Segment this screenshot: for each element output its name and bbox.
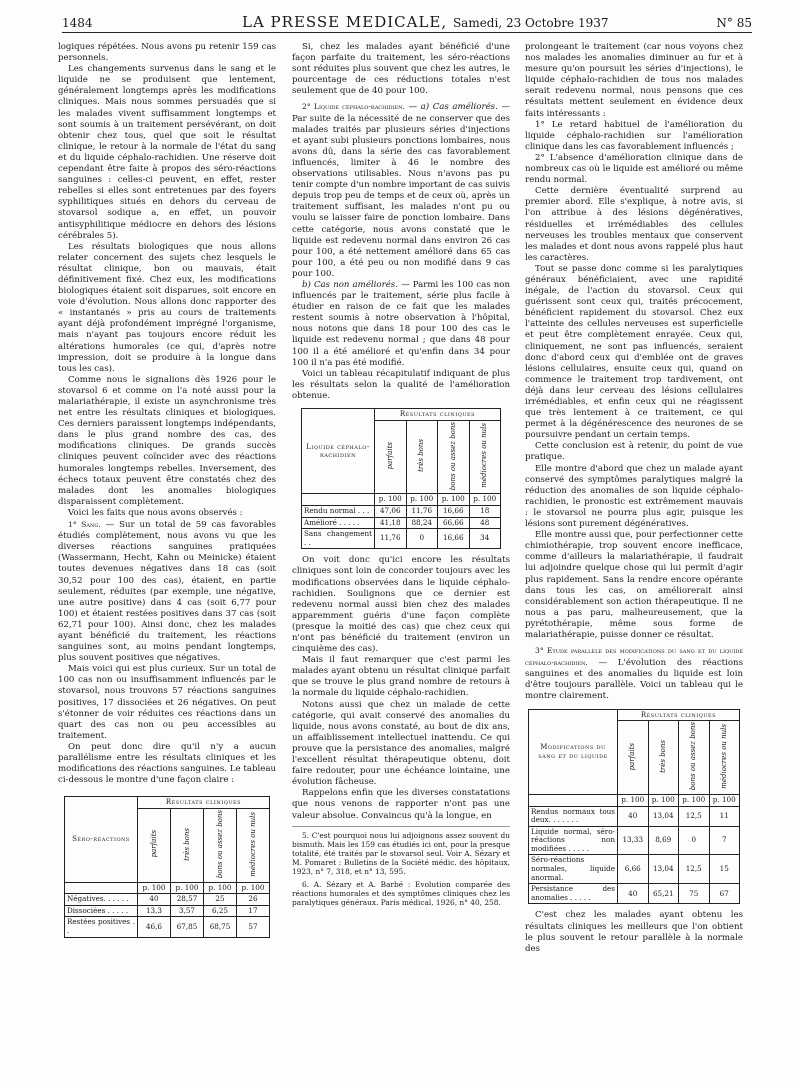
table-cell: 67,85 — [171, 917, 204, 937]
paragraph: On voit donc qu'ici encore les résultats cliniques sont loin de concorder toujours avec les modifications observées dans le liquide céphalo-rachidien. Soulignons que ce dernier est redevenu normal aussi bien chez des malades apparemment guéris d'une façon complète (presque la moitié des cas) que chez ceux qui n'ont pas bénéficié du traitement (environ un cinquième des cas). — [292, 555, 510, 655]
table-unit: p. 100 — [204, 882, 237, 894]
table-row — [302, 517, 501, 529]
paragraph: prolongeant le traitement (car nous voyons chez nos malades les anomalies diminuer au fur et à mesure qu'on poursuit les séries d'injections), le liquide céphalo-rachidien de tous nos malades serait redevenu normal, nous pensons que ces résultats mettent seulement en évidence deux faits intéressants : — [525, 42, 743, 119]
paragraph: Cette conclusion est à retenir, du point de vue pratique. — [525, 441, 743, 463]
page-number: 1484 — [62, 16, 93, 30]
table-unit: p. 100 — [171, 882, 204, 894]
table-unit: p. 100 — [618, 794, 649, 806]
table-row-label — [65, 882, 138, 894]
table-unit: p. 100 — [406, 494, 438, 506]
table-cell: 65,21 — [648, 884, 679, 904]
table-cell: 0 — [679, 826, 710, 855]
table-col-header: médiocres ou nuls — [469, 420, 501, 494]
table-cell: 57 — [237, 917, 270, 937]
paragraph: Elle montre d'abord que chez un malade ayant conservé des symptômes paralytiques malgré la réduction des anomalies de son liquide céphalo-rachidien, le pronostic est extrêmement mauvais : le stovarsol ne pourra plus agir, puisque les lésions sont purement dégénératives. — [525, 463, 743, 530]
table-cell: 16,66 — [438, 529, 470, 549]
table-col-header: très bons — [171, 808, 204, 882]
table-cell: 13,33 — [618, 826, 649, 855]
table-col-header: très bons — [406, 420, 438, 494]
table-row-label: Rendus normaux tous deux. . . . . . . — [529, 806, 618, 826]
table-cell: 66,66 — [438, 517, 470, 529]
table-col-header: parfaits — [375, 420, 407, 494]
paragraph-non-ameliores — [292, 280, 510, 369]
table-row-label: Rendu normal . . . — [302, 505, 375, 517]
paragraph: Rappelons enfin que les diverses constatations que nous venons de rapporter n'ont pas une valeur absolue. Convaincus qu'à la longue, en — [292, 788, 510, 821]
table-unit: p. 100 — [237, 882, 270, 894]
table-group-header: Résultats cliniques — [618, 709, 740, 721]
table-cell: 48 — [469, 517, 501, 529]
table-row-label: Séro-réactions normales, liquide anormal. — [529, 855, 618, 884]
table-cell: 17 — [237, 905, 270, 917]
table-col-header: bons ou assez bons — [204, 808, 237, 882]
table-cell: 6,25 — [204, 905, 237, 917]
journal-title — [242, 13, 609, 31]
paragraph: Elle montre aussi que, pour perfectionner cette chimiothérapie, trop souvent encore inefficace, comme d'ailleurs la malariathérapie, il faudrait lui adjoindre quelque chose qui lui permît d'agir plus rapidement. Sans la rendre encore opérante dans tous les cas, on améliorerait ainsi considérablement son action thérapeutique. Il ne nous a pas paru, malheureusement, que la pyrétothérapie, même sous forme de malariathérapie, puisse donner ce résultat. — [525, 530, 743, 640]
paragraph: C'est chez les malades ayant obtenu les résultats cliniques les meilleurs que l'on obtient le plus souvent le retour parallèle à la normale des — [525, 910, 743, 954]
table-cell: 7 — [709, 826, 740, 855]
issue-number: N° 85 — [716, 16, 752, 30]
table-cell: 12,5 — [679, 855, 710, 884]
table-cell: 8,69 — [648, 826, 679, 855]
table-unit: p. 100 — [469, 494, 501, 506]
table-sero-reactions — [64, 796, 270, 937]
table-cell: 40 — [618, 806, 649, 826]
section-lead: 2° Liquide céphalo-rachidien. — [302, 102, 405, 112]
column-1 — [58, 42, 276, 944]
column-2 — [292, 42, 510, 910]
paragraph-text: — Sur un total de 59 cas favorables étudiés complètement, nous avons vu que les diverses réactions sanguines pratiquées (Wassermann, Hecht, Kahn ou Meinicke) étaient toutes devenues négatives dans 18 cas (soit 30,52 pour 100 des cas), étaient, en partie seulement, réduites (par exemple, une négative, une autre positive) dans 4 cas (soit 6,77 pour 100) et étaient restées positives dans 37 cas (soit 62,71 pour 100). Ainsi donc, chez les malades ayant bénéficié du traitement, les réactions sanguines sont, au moins pendant longtemps, plus souvent positives que négatives. — [58, 520, 277, 664]
table-row — [529, 884, 740, 904]
journal-name: LA PRESSE MEDICALE, — [242, 13, 448, 31]
table-row-header: Séro-réactions — [65, 797, 138, 882]
paragraph: 2° L'absence d'amélioration clinique dans de nombreux cas où le liquide est amélioré ou même rendu normal. — [525, 152, 743, 186]
paragraph-text: — Par suite de la nécessité de ne conserver que des malades traités par plusieurs séries d'injections et ayant subi plusieurs ponctions lombaires, nous avons dû, dans la série des cas favorablement influencés, limiter à 46 le nombre des observations utilisables. Nous n'avons pas pu tenir compte d'un nombre important de cas suivis depuis trop peu de temps et de ceux où, après un traitement suffisant, les malades n'ont pu ou voulu se laisser faire de ponction lombaire. Dans cette catégorie, nous avons constaté que le liquide est redevenu normal dans environ 26 cas pour 100, a été nettement amélioré dans 65 cas pour 100, a été peu ou non modifié dans 9 cas pour 100. — [292, 102, 510, 279]
paragraph: Voici un tableau récapitulatif indiquant de plus les résultats selon la qualité de l'amélioration obtenue. — [292, 368, 510, 401]
table-unit: p. 100 — [648, 794, 679, 806]
table-col-header: médiocres ou nuls — [709, 721, 740, 795]
table-unit: p. 100 — [709, 794, 740, 806]
table-cell: 28,57 — [171, 894, 204, 906]
table-unit: p. 100 — [375, 494, 407, 506]
subsection-lead: b) Cas non améliorés. — [302, 279, 398, 290]
footnote: 6. A. Sézary et A. Barbé : Evolution comparée des réactions humorales et des symptômes cliniques chez les paralytiques généraux. Paris médical, 1926, n° 40, 258. — [292, 879, 510, 908]
table-cell: 40 — [138, 894, 171, 906]
paragraph: Les résultats biologiques que nous allons relater concernent des sujets chez lesquels le résultat clinique, bon ou mauvais, était définitivement fixé. Chez eux, les modifications biologiques étaient soit disparues, soit encore en voie d'évolution. Nous allons donc rapporter des « instantanés » pris au cours de traitements ayant déjà profondément imprégné l'organisme, mais n'ayant pas toujours encore réduit les altérations humorales (ce qui, d'après notre impression, doit se produire à la longue dans tous les cas). — [58, 241, 276, 374]
table-row-label: Liquide normal, séro-réactions non modifiées . . . . . — [529, 826, 618, 855]
table-row-label: Dissociées . . . . . — [65, 905, 138, 917]
table-cell: 13,04 — [648, 806, 679, 826]
table-row — [65, 905, 270, 917]
table-cell: 11,76 — [406, 505, 438, 517]
table-row-label: Négatives. . . . . . — [65, 894, 138, 906]
paragraph: Les changements survenus dans le sang et le liquide ne se produisent que lentement, généralement longtemps après les modifications cliniques. Mais nous sommes persuadés que si les malades vivent suffisamment longtemps et sont soumis à un traitement persévérant, on doit obtenir chez tous, quel que soit le résultat clinique, le retour à la normale de l'état du sang et du liquide céphalo-rachidien. Une réserve doit cependant être faite à propos des séro-réactions sanguines : celles-ci peuvent, en effet, rester rebelles si elles sont entretenues par des foyers syphilitiques situés en dehors du cerveau de stovarsol sodique a, en effet, un pouvoir antisyphilitique médiocre en dehors des lésions cérébrales 5). — [58, 64, 276, 241]
table-cell: 41,18 — [375, 517, 407, 529]
table-cell: 11,76 — [375, 529, 407, 549]
paragraph: Comme nous le signalions dès 1926 pour le stovarsol 6 et comme on l'a noté aussi pour la malariathérapie, il existe un asynchronisme très net entre les résultats cliniques et biologiques. Ces derniers paraissent longtemps indépendants, dans le plus grand nombre des cas, des modifications cliniques. De grands succès cliniques peuvent coïncider avec des réactions humorales longtemps rebelles. Inversement, des échecs totaux peuvent être constatés chez des malades dont les anomalies biologiques disparaissent complètement. — [58, 374, 276, 507]
footnote: 5. C'est pourquoi nous lui adjoignons assez souvent du bismuth. Mais les 159 cas étudiés ici ont, pour la presque totalité, été traités par le stovarsol seul. Voir A. Sézary et M. Pomaret : Bulletins de la Société médic. des hôpitaux, 1923, n° 7, 318, et n° 13, 595. — [292, 830, 510, 877]
table-col-header: bons ou assez bons — [438, 420, 470, 494]
table-unit: p. 100 — [438, 494, 470, 506]
table-row — [302, 529, 501, 549]
paragraph-text: — Parmi les 100 cas non influencés par le traitement, série plus facile à étudier en raison de ce fait que les malades restent soumis à notre observation à l'hôpital, nous notons que dans 18 pour 100 des cas le liquide est redevenu normal ; que dans 48 pour 100 il a été amélioré et qu'enfin dans 34 pour 100 il n'a pas été modifié. — [292, 279, 511, 368]
paragraph: Si, chez les malades ayant bénéficié d'une façon parfaite du traitement, les séro-réactions sont réduites plus souvent que chez les autres, le pourcentage de ces réductions totales n'est seulement que de 40 pour 100. — [292, 42, 510, 97]
table-row — [529, 826, 740, 855]
table-cell: 18 — [469, 505, 501, 517]
table-unit: p. 100 — [679, 794, 710, 806]
table-col-header: parfaits — [618, 721, 649, 795]
issue-date: Samedi, 23 Octobre 1937 — [452, 16, 609, 30]
paragraph: Voici les faits que nous avons observés : — [68, 507, 243, 518]
table-unit: p. 100 — [138, 882, 171, 894]
paragraph-etude-parallele — [525, 645, 743, 702]
table-row — [65, 917, 270, 937]
subsection-lead: — a) Cas améliorés. — [408, 102, 498, 113]
table-liquide — [301, 408, 501, 549]
table-cell: 67 — [709, 884, 740, 904]
table-cell: 11 — [709, 806, 740, 826]
table-row — [302, 505, 501, 517]
table-row-header: Modifications du sang et du liquide — [529, 709, 618, 794]
table-cell: 88,24 — [406, 517, 438, 529]
table-cell: 13,04 — [648, 855, 679, 884]
paragraph: Tout se passe donc comme si les paralytiques généraux bénéficiaient, avec une rapidité inégale, de l'action du stovarsol. Ceux qui guérissent sont ceux qui, traités précocement, bénéficient rapidement du stovarsol. Chez eux l'atteinte des cellules nerveuses est superficielle et peut être complètement enrayée. Ceux qui, cliniquement, ne sont pas influencés, seraient donc d'abord ceux qui d'emblée ont de graves lésions cellulaires, ensuite ceux qui, quand on commence le traitement trop tardivement, ont déjà dans leur cerveau des lésions cellulaires irrémédiables, et enfin ceux qui ne réagissent que très lentement à ce traitement, ce qui permet à la dégénérescence des neurones de se poursuivre pendant un certain temps. — [525, 263, 743, 441]
table-cell: 46,6 — [138, 917, 171, 937]
table-row-label: Persistance des anomalies . . . . . — [529, 884, 618, 904]
table-cell: 6,66 — [618, 855, 649, 884]
table-col-header: parfaits — [138, 808, 171, 882]
table-cell: 15 — [709, 855, 740, 884]
table-row-label: Restées positives . . — [65, 917, 138, 937]
table-group-header: Résultats cliniques — [138, 797, 270, 809]
table-cell: 26 — [237, 894, 270, 906]
table-cell: 13,3 — [138, 905, 171, 917]
footnotes — [292, 826, 510, 908]
table-cell: 12,5 — [679, 806, 710, 826]
table-col-header: bons ou assez bons — [679, 721, 710, 795]
table-cell: 68,75 — [204, 917, 237, 937]
table-row-label — [529, 794, 618, 806]
table-row-header: Liquide céphalo-rachidien — [302, 409, 375, 494]
paragraph: Notons aussi que chez un malade de cette catégorie, qui avait conservé des anomalies du liquide, nous avons constaté, au bout de dix ans, un affaiblissement intellectuel inattendu. Ce qui prouve que la persistance des anomalies, malgré l'excellent résultat thérapeutique obtenu, doit faire redouter, pour une échéance lointaine, une évolution fâcheuse. — [292, 699, 510, 788]
table-row-label: Amélioré . . . . . — [302, 517, 375, 529]
paragraph: logiques répétées. Nous avons pu retenir 159 cas personnels. — [58, 42, 276, 64]
table-cell: 47,06 — [375, 505, 407, 517]
table-row-label: Sans changement . . — [302, 529, 375, 549]
section-lead: 3° Etude parallèle des modifications du sang et du liquide céphalo-rachidien. — [525, 646, 743, 668]
column-3 — [525, 42, 743, 955]
table-row-label — [302, 494, 375, 506]
table-row — [529, 806, 740, 826]
paragraph: Cette dernière éventualité surprend au premier abord. Elle s'explique, à notre avis, si l'on attribue à des lésions dégénératives, résiduelles et irrémédiables des cellules nerveuses les troubles mentaux que conservent les malades et dont nous avons rappelé plus haut les caractères. — [525, 186, 743, 263]
table-cell: 3,57 — [171, 905, 204, 917]
table-sang-liquide — [528, 709, 740, 905]
paragraph: 1° Le retard habituel de l'amélioration du liquide céphalo-rachidien sur l'amélioration clinique dans les cas favorablement influencés ; — [525, 119, 743, 152]
table-cell: 25 — [204, 894, 237, 906]
table-group-header: Résultats cliniques — [375, 409, 501, 421]
table-col-header: très bons — [648, 721, 679, 795]
table-cell: 75 — [679, 884, 710, 904]
table-cell: 34 — [469, 529, 501, 549]
paragraph: On peut donc dire qu'il n'y a aucun parallélisme entre les résultats cliniques et les modifications des réactions sanguines. Le tableau ci-dessous le montre d'une façon claire : — [58, 741, 276, 786]
paragraph: Mais voici qui est plus curieux. Sur un total de 100 cas non ou insuffisamment influencés par le stovarsol, nous trouvons 57 réactions sanguines positives, 17 dissociées et 26 négatives. On peut s'étonner de voir réduites ces réactions dans un quart des cas non ou peu accessibles au traitement. — [58, 664, 276, 741]
paragraph-sang — [58, 519, 276, 664]
running-header — [62, 10, 752, 33]
paragraph-liquide — [292, 101, 510, 280]
table-cell: 40 — [618, 884, 649, 904]
table-cell: 0 — [406, 529, 438, 549]
table-row — [529, 855, 740, 884]
paragraph: Mais il faut remarquer que c'est parmi les malades ayant obtenu un résultat clinique parfait que se trouve le plus grand nombre de retours à la normale du liquide céphalo-rachidien. — [292, 655, 510, 699]
table-col-header: médiocres ou nuls — [237, 808, 270, 882]
table-row — [65, 894, 270, 906]
table-cell: 16,66 — [438, 505, 470, 517]
paragraph-text: — L'évolution des réactions sanguines et des anomalies du liquide est loin d'être toujours parallèle. Voici un tableau qui le montre clairement. — [525, 658, 743, 702]
section-lead: 1° Sang. — [68, 520, 101, 530]
